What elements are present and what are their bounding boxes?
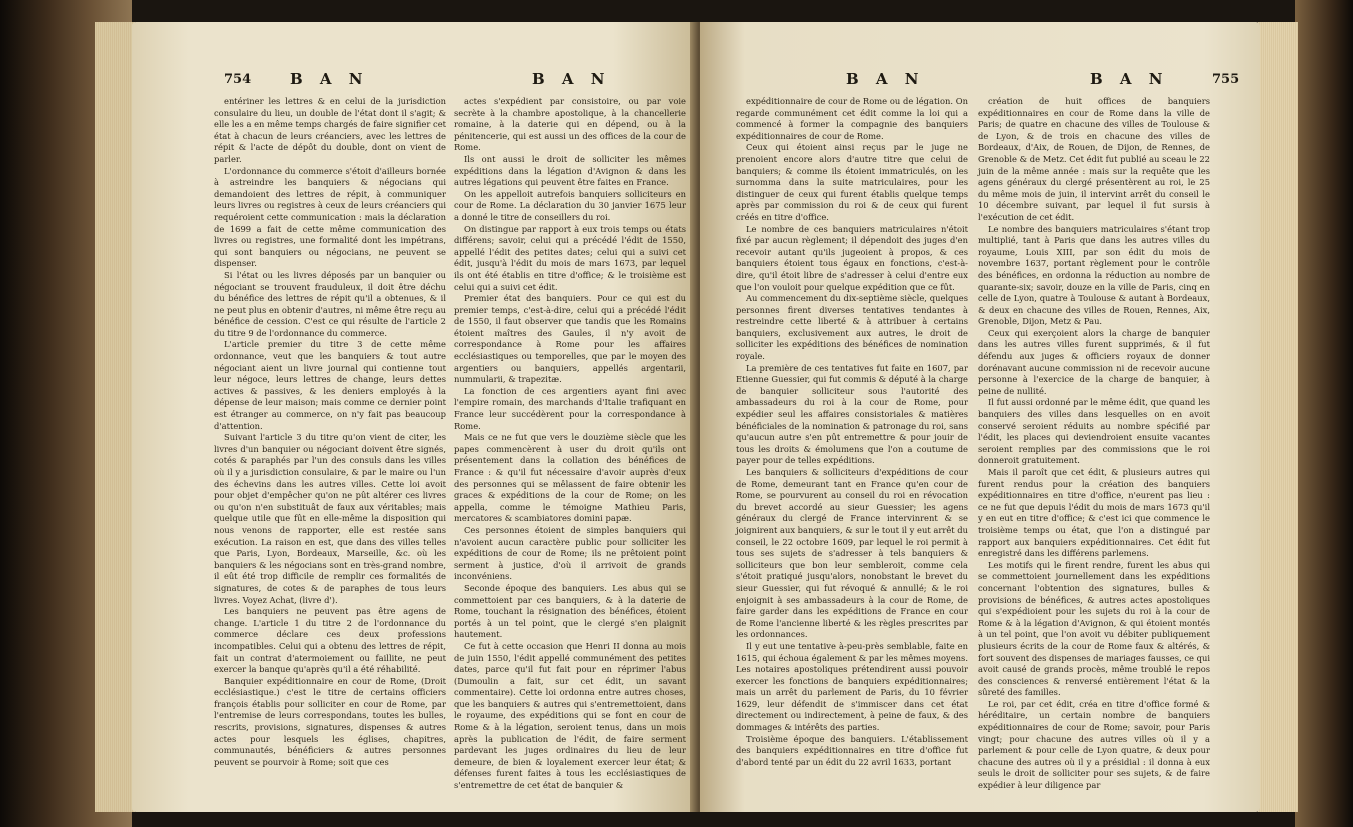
text-column-1 bbox=[736, 96, 968, 768]
book-spine-right bbox=[1295, 0, 1353, 827]
running-head-right: B A N bbox=[1090, 70, 1169, 88]
paragraph: Au commencement du dix-septième siècle, quelques personnes firent diverses tentatives tendantes à restreindre cette liberté & à attribuer à certains banquiers, exclusivement aux autres, le droit de solliciter les expéditions des bénéfices de nomination royale. bbox=[736, 293, 968, 362]
running-head-right: B A N bbox=[532, 70, 611, 88]
page-number: 754 bbox=[224, 72, 252, 87]
text-column-2 bbox=[978, 96, 1210, 792]
paragraph: La fonction de ces argentiers ayant fini avec l'empire romain, des marchands d'Italie trafiquant en France leur succédèrent pour la correspondance à Rome. bbox=[454, 385, 686, 431]
paragraph: On les appelloit autrefois banquiers solliciteurs en cour de Rome. La déclaration du 30 janvier 1675 leur a donné le titre de conseillers du roi. bbox=[454, 188, 686, 222]
paragraph: L'article premier du titre 3 de cette même ordonnance, veut que les banquiers & tout autre négociant aient un livre journal qui contienne tout leur négoce, leurs lettres de change, leurs dettes actives & passives, & les deniers employés à la dépense de leur maison; mais comme ce dernier point est étranger au commerce, on n'y fait pas beaucoup d'attention. bbox=[214, 339, 446, 431]
paragraph: Le nombre des banquiers matriculaires s'étant trop multiplié, tant à Paris que dans les autres villes du royaume, Louis XIII, par son édit du mois de novembre 1637, portant règlement pour le contrôle des bénéfices, en ordonna la réduction au nombre de quarante-six; savoir, douze en la ville de Paris, cinq en celle de Lyon, quatre à Toulouse & autant à Bordeaux, & deux en chacune des villes de Rouen, Rennes, Aix, Grenoble, Dijon, Metz & Pau. bbox=[978, 223, 1210, 327]
left-page bbox=[132, 22, 698, 812]
paragraph: Seconde époque des banquiers. Les abus qui se commettoient par ces banquiers, & à la daterie de Rome, touchant la résignation des bénéfices, étoient portés à un tel point, que le clergé s'en plaignit hautement. bbox=[454, 582, 686, 640]
paragraph: entériner les lettres & en celui de la jurisdiction consulaire du lieu, un double de l'état dont il s'agit; & elle les a en même temps chargés de faire signifier cet état à chacun de leurs créanciers, avec les lettres de répit & l'acte de dépôt du double, dont on vient de parler. bbox=[214, 96, 446, 164]
paragraph: Les motifs qui le firent rendre, furent les abus qui se commettoient journellement dans les expéditions concernant l'obtention des signatures, bulles & provisions de bénéfices, & autres actes apostoliques qui s'expédioient pour les sujets du roi à la cour de Rome & à la légation d'Avignon, & qui étoient montés à un tel point, que l'on avoit vu débiter publiquement plusieurs écrits de la cour de Rome faux & altérés, & fort souvent des dispenses de mariages fausses, ce qui avoit causé de grands procès, même troublé le repos des consciences & renversé entièrement l'état & la sûreté des familles. bbox=[978, 559, 1210, 698]
running-head-left: B A N bbox=[290, 70, 369, 88]
paragraph: Banquier expéditionnaire en cour de Rome, (Droit ecclésiastique.) c'est le titre de certains officiers françois établis pour solliciter en cour de Rome, par l'entremise de leurs correspondans, toutes les bulles, rescrits, provisions, signatures, dispenses & autres actes pour lesquels les églises, chapitres, communautés, bénéficiers & autres personnes peuvent se pourvoir à Rome; soit que ces bbox=[214, 675, 446, 767]
paragraph: La première de ces tentatives fut faite en 1607, par Etienne Guessier, qui fut commis & député à la charge de banquier solliciteur sous l'autorité des ambassadeurs du roi à la cour de Rome, pour expédier seul les affaires consistoriales & matières bénéficiales de la nomination & patronage du roi, sans qu'aucun autre s'en pût entremettre & pour jouir de tous les droits & émolumens que l'on a coutume de payer pour de telles expéditions. bbox=[736, 362, 968, 466]
paragraph: Suivant l'article 3 du titre qu'on vient de citer, les livres d'un banquier ou négociant doivent être signés, cotés & paraphés par l'un des consuls dans les villes où il y a jurisdiction consulaire, & par le maire ou l'un des échevins dans les autres villes. Cette loi avoit pour objet d'empêcher qu'on ne pût altérer ces livres ou qu'on n'en substituât de faux aux véritables; mais quelque utile que fût en elle-même la disposition qui nous venons de rapporter, elle est restée sans exécution. La raison en est, que dans des villes telles que Paris, Lyon, Bordeaux, Marseille, &c. où les banquiers & les négocians sont en très-grand nombre, il eût été trop difficile de remplir ces formalités de signatures, de cotes & de paraphes de tous leurs livres. Voyez Achat, (livre d'). bbox=[214, 432, 446, 605]
right-page bbox=[700, 22, 1260, 812]
text-column-1 bbox=[214, 96, 446, 768]
paragraph: Si l'état ou les livres déposés par un banquier ou négociant se trouvent frauduleux, il doit être déchu du bénéfice des lettres de répit qu'il a obtenues, & il ne peut plus en obtenir d'autres, ni même être reçu au bénéfice de cession. C'est ce qui résulte de l'article 2 du titre 9 de l'ordonnance du commerce. bbox=[214, 269, 446, 338]
paragraph: Mais ce ne fut que vers le douzième siècle que les papes commencèrent à user du droit qu'ils ont présentement dans la collation des bénéfices de France : & qu'il fut nécessaire d'avoir auprès d'eux des personnes qui se mêlassent de faire obtenir les graces & expéditions de la cour de Rome; on les appella, comme le témoigne Mathieu Paris, mercatores & scambiatores domini papæ. bbox=[454, 432, 686, 524]
paragraph: Ceux qui étoient ainsi reçus par le juge ne prenoient encore alors d'autre titre que celui de banquiers; & comme ils étoient immatriculés, on les surnomma dans la suite matriculaires, pour les distinguer de ceux qui furent établis quelque temps après par commission du roi & de ceux qui furent créés en titre d'office. bbox=[736, 142, 968, 222]
paragraph: Ceux qui exerçoient alors la charge de banquier dans les autres villes furent supprimés, & il fut défendu aux juges & officiers royaux de donner dorénavant aucune commission ni de recevoir aucune personne à l'exercice de la charge de banquier, à peine de nullité. bbox=[978, 327, 1210, 396]
paragraph: L'ordonnance du commerce s'étoit d'ailleurs bornée à astreindre les banquiers & négocians qui demandoient des lettres de répit, à communiquer leurs livres ou registres à ceux de leurs créanciers qui requéroient cette communication : mais la déclaration de 1699 a fait de cette même communication des livres ou registres, une formalité dont les impétrans, qui sont banquiers ou négocians, ne peuvent se dispenser. bbox=[214, 165, 446, 269]
paragraph: Le roi, par cet édit, créa en titre d'office formé & héréditaire, un certain nombre de banquiers expéditionnaires de cour de Rome; savoir, pour Paris vingt; pour chacune des autres villes où il y a parlement & pour celle de Lyon quatre, & deux pour chacune des autres où il y a présidial : il donna à eux seuls le droit de solliciter pour ses sujets, & de faire expédier à leur diligence par bbox=[978, 698, 1210, 791]
paragraph: Mais il paroît que cet édit, & plusieurs autres qui furent rendus pour la création des banquiers expéditionnaires en titre d'office, n'eurent pas lieu : ce ne fut que depuis l'édit du mois de mars 1673 qu'il y en eut en titre d'office; & c'est ici que commence le troisième temps ou état, que l'on a distingué par rapport aux banquiers expéditionnaires. Cet édit fut enregistré dans les différens parlemens. bbox=[978, 467, 1210, 559]
paragraph: Il fut aussi ordonné par le même édit, que quand les banquiers des villes dans lesquelles on en avoit conservé seroient réduits au nombre spécifié par l'édit, les places qui deviendroient ensuite vacantes seroient remplies par des commissions que le roi donneroit gratuitement. bbox=[978, 397, 1210, 466]
paragraph: Les banquiers ne peuvent pas être agens de change. L'article 1 du titre 2 de l'ordonnance du commerce déclare ces deux professions incompatibles. Celui qui a obtenu des lettres de répit, fait un contrat d'atermoiement ou faillite, ne peut exercer la banque qu'après qu'il a été réhabilité. bbox=[214, 606, 446, 675]
page-number: 755 bbox=[1212, 72, 1240, 87]
paragraph: Ces personnes étoient de simples banquiers qui n'avoient aucun caractère public pour solliciter les expéditions de cour de Rome; ils ne prêtoient point serment à justice, d'où il arrivoit de grands inconvéniens. bbox=[454, 524, 686, 582]
paragraph: Ils ont aussi le droit de solliciter les mêmes expéditions dans la légation d'Avignon & dans les autres légations qui peuvent être faites en France. bbox=[454, 153, 686, 188]
running-head-left: B A N bbox=[846, 70, 925, 88]
paragraph: actes s'expédient par consistoire, ou par voie secrète à la chambre apostolique, à la chancellerie romaine, à la daterie qui en dépend, ou à la pénitencerie, qui est aussi un des offices de la cour de Rome. bbox=[454, 96, 686, 153]
paragraph: création de huit offices de banquiers expéditionnaires en cour de Rome dans la ville de Paris; de quatre en chacune des villes de Toulouse & de Lyon, & de trois en chacune des villes de Bordeaux, d'Aix, de Rouen, de Dijon, de Rennes, de Grenoble & de Metz. Cet édit fut publié au sceau le 22 juin de la même année : mais sur la requête que les agens généraux du clergé présentèrent au roi, le 25 du même mois de juin, il intervint arrêt du conseil le 10 décembre suivant, par lequel il fut sursis à l'exécution de cet édit. bbox=[978, 96, 1210, 222]
paragraph: Les banquiers & solliciteurs d'expéditions de cour de Rome, demeurant tant en France qu'en cour de Rome, se pourvurent au conseil du roi en révocation du brevet accordé au sieur Guessier; les agens généraux du clergé de France intervinrent & se joignirent aux banquiers, & sur le tout il y eut arrêt du conseil, le 22 octobre 1609, par lequel le roi permit à tous ses sujets de s'adresser à tels banquiers & solliciteurs que bon leur sembleroit, comme cela s'étoit pratiqué jusqu'alors, nonobstant le brevet du sieur Guessier, qui fut révoqué & annullé; & le roi enjoignit à ses ambassadeurs à la cour de Rome, de faire garder dans les expéditions de France en cour de Rome l'ancienne liberté & les règles prescrites par les ordonnances. bbox=[736, 467, 968, 640]
paragraph: expéditionnaire de cour de Rome ou de légation. On regarde communément cet édit comme la loi qui a commencé à former la compagnie des banquiers expéditionnaires de cour de Rome. bbox=[736, 96, 968, 141]
paragraph: Le nombre de ces banquiers matriculaires n'étoit fixé par aucun règlement; il dépendoit des juges d'en recevoir autant qu'ils jugeoient à propos, & ces banquiers étoient tous égaux en fonctions, c'est-à-dire, qu'il étoit libre de s'adresser à celui d'entre eux que l'on vouloit pour quelque expédition que ce fût. bbox=[736, 223, 968, 292]
paragraph: Troisième époque des banquiers. L'établissement des banquiers expéditionnaires en titre d'office fut d'abord tenté par un édit du 22 avril 1633, portant bbox=[736, 733, 968, 767]
paragraph: Premier état des banquiers. Pour ce qui est du premier temps, c'est-à-dire, celui qui a précédé l'édit de 1550, il faut observer que tandis que les Romains étoient maîtres des Gaules, il n'y avoit de correspondance à Rome pour les affaires ecclésiastiques ou temporelles, que par le moyen des argentiers ou banquiers, appellés argentarii, nummularii, & trapezitæ. bbox=[454, 293, 686, 385]
text-column-2 bbox=[454, 96, 686, 792]
page-edges-left bbox=[95, 22, 135, 812]
paragraph: On distingue par rapport à eux trois temps ou états différens; savoir, celui qui a précédé l'édit de 1550, appellé l'édit des petites dates; celui qui a suivi cet édit, jusqu'à l'édit du mois de mars 1673, par lequel ils ont été établis en titre d'office; & le troisième est celui qui a suivi cet édit. bbox=[454, 223, 686, 292]
paragraph: Il y eut une tentative à-peu-près semblable, faite en 1615, qui échoua également & par les mêmes moyens. Les notaires apostoliques prétendirent aussi pouvoir exercer les fonctions de banquiers expéditionnaires; mais un arrêt du parlement de Paris, du 10 février 1629, leur défendit de s'immiscer dans cet état directement ou indirectement, à peine de faux, & des dommages & intérêts des parties. bbox=[736, 640, 968, 733]
paragraph: Ce fut à cette occasion que Henri II donna au mois de juin 1550, l'édit appellé communément des petites dates, parce qu'il fut fait pour en réprimer l'abus (Dumoulin a fait, sur cet édit, un savant commentaire). Cette loi ordonna entre autres choses, que les banquiers & autres qui s'entremettoient, dans le royaume, des expéditions qui se font en cour de Rome & à la légation, seroient tenus, dans un mois après la publication de l'édit, de faire serment pardevant les juges ordinaires du lieu de leur demeure, de bien & loyalement exercer leur état; & défenses furent faites à tous les ecclésiastiques de s'entremettre de cet état de banquier & bbox=[454, 640, 686, 791]
page-edges-right bbox=[1258, 22, 1298, 812]
